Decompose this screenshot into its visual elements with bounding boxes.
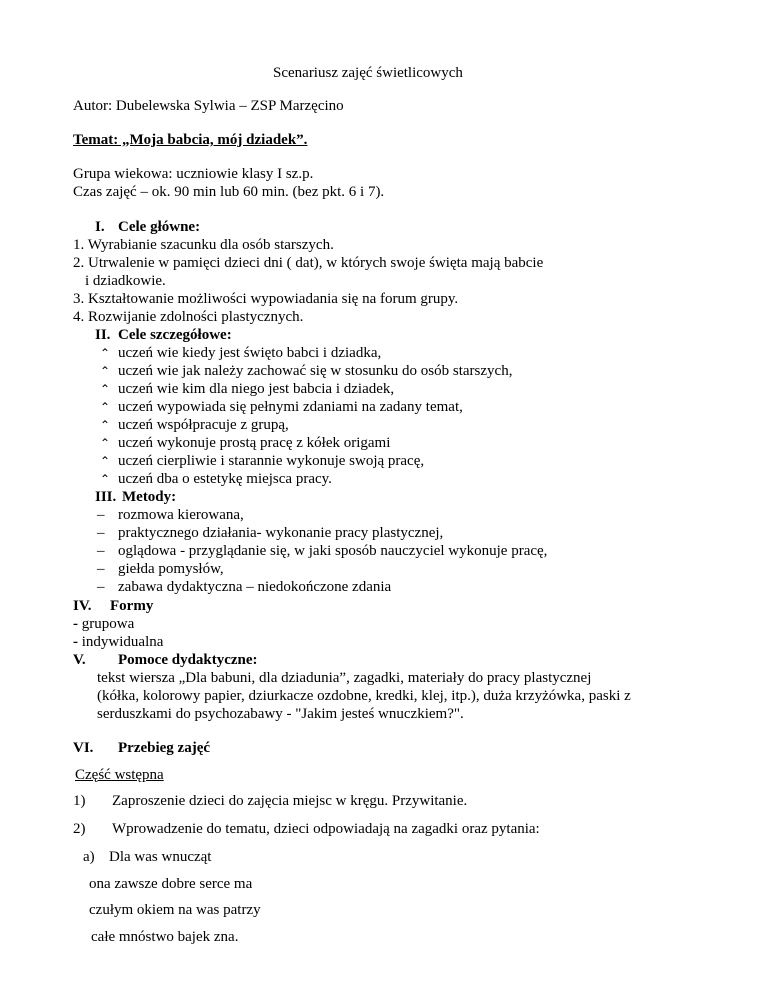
- form-item: [73, 615, 134, 633]
- caret-bullet-icon: ⌃: [100, 454, 111, 468]
- step-text: Wprowadzenie do tematu, dzieci odpowiadają na zagadki oraz pytania:: [112, 821, 540, 837]
- age-group-line: Grupa wiekowa: uczniowie klasy I sz.p.: [73, 166, 314, 182]
- caret-bullet-icon: ⌃: [100, 436, 111, 450]
- section-5-heading: Pomoce dydaktyczne:: [118, 652, 258, 668]
- section-6-heading: Przebieg zajęć: [118, 740, 211, 756]
- riddle-line: czułym okiem na was patrzy: [89, 902, 261, 918]
- section-3-heading: Metody:: [122, 489, 177, 505]
- method-item: zabawa dydaktyczna – niedokończone zdania: [118, 579, 392, 595]
- dash-bullet: –: [97, 561, 105, 577]
- caret-bullet-icon: ⌃: [100, 418, 111, 432]
- riddle-label: a): [83, 849, 95, 865]
- method-item: giełda pomysłów,: [118, 561, 224, 577]
- author-line: Autor: Dubelewska Sylwia – ZSP Marzęcino: [73, 98, 344, 114]
- detailed-goal-item: uczeń cierpliwie i starannie wykonuje swoją pracę,: [118, 453, 425, 469]
- riddle-line: całe mnóstwo bajek zna.: [91, 929, 239, 945]
- caret-bullet-icon: ⌃: [100, 364, 111, 378]
- dash-bullet: –: [97, 579, 105, 595]
- form-item-label: grupowa: [81, 616, 135, 632]
- section-6-number: VI.: [73, 740, 94, 756]
- dash-bullet: –: [97, 507, 105, 523]
- section-4-heading: Formy: [110, 598, 154, 614]
- main-goal-item: 4. Rozwijanie zdolności plastycznych.: [73, 309, 304, 325]
- teaching-aids-line: (kółka, kolorowy papier, dziurkacze ozdobne, kredki, klej, itp.), duża krzyżówka, paski z: [97, 688, 631, 704]
- step-text: Zaproszenie dzieci do zajęcia miejsc w kręgu. Przywitanie.: [112, 793, 468, 809]
- main-goal-item: 1. Wyrabianie szacunku dla osób starszych.: [73, 237, 334, 253]
- method-item: oglądowa - przyglądanie się, w jaki sposób nauczyciel wykonuje pracę,: [118, 543, 548, 559]
- caret-bullet-icon: ⌃: [100, 346, 111, 360]
- method-item: praktycznego działania- wykonanie pracy plastycznej,: [118, 525, 444, 541]
- detailed-goal-item: uczeń wypowiada się pełnymi zdaniami na zadany temat,: [118, 399, 463, 415]
- section-4-number: IV.: [73, 598, 92, 614]
- caret-bullet-icon: ⌃: [100, 400, 111, 414]
- dash-bullet: –: [97, 525, 105, 541]
- main-goal-item: i dziadkowie.: [85, 273, 166, 289]
- section-5-number: V.: [73, 652, 86, 668]
- method-item: rozmowa kierowana,: [118, 507, 244, 523]
- main-goal-item: 3. Kształtowanie możliwości wypowiadania się na forum grupy.: [73, 291, 459, 307]
- section-1-number: I.: [95, 219, 105, 235]
- detailed-goal-item: uczeń dba o estetykę miejsca pracy.: [118, 471, 332, 487]
- section-1-heading: Cele główne:: [118, 219, 201, 235]
- main-goal-item: 2. Utrwalenie w pamięci dzieci dni ( dat), w których swoje święta mają babcie: [73, 255, 544, 271]
- dash-bullet: –: [97, 543, 105, 559]
- detailed-goal-item: uczeń wykonuje prostą pracę z kółek origami: [118, 435, 391, 451]
- step-number: 2): [73, 821, 86, 837]
- detailed-goal-item: uczeń wie kim dla niego jest babcia i dziadek,: [118, 381, 395, 397]
- form-item-label: indywidualna: [81, 634, 164, 650]
- topic-line: Temat: „Moja babcia, mój dziadek”.: [73, 132, 308, 148]
- section-3-number: III.: [95, 489, 117, 505]
- detailed-goal-item: uczeń wie kiedy jest święto babci i dziadka,: [118, 345, 382, 361]
- caret-bullet-icon: ⌃: [100, 472, 111, 486]
- caret-bullet-icon: ⌃: [100, 382, 111, 396]
- part-heading: Część wstępna: [75, 767, 164, 783]
- section-2-number: II.: [95, 327, 111, 343]
- teaching-aids-line: serduszkami do psychozabawy - "Jakim jesteś wnuczkiem?".: [97, 706, 464, 722]
- teaching-aids-line: tekst wiersza „Dla babuni, dla dziadunia”, zagadki, materiały do pracy plastycznej: [97, 670, 592, 686]
- dash-bullet: -: [73, 634, 78, 650]
- document-title: Scenariusz zajęć świetlicowych: [273, 65, 463, 81]
- section-2-heading: Cele szczegółowe:: [118, 327, 232, 343]
- step-number: 1): [73, 793, 86, 809]
- form-item: [73, 633, 163, 651]
- detailed-goal-item: uczeń wie jak należy zachować się w stosunku do osób starszych,: [118, 363, 513, 379]
- detailed-goal-item: uczeń współpracuje z grupą,: [118, 417, 289, 433]
- duration-line: Czas zajęć – ok. 90 min lub 60 min. (bez pkt. 6 i 7).: [73, 184, 385, 200]
- riddle-line: ona zawsze dobre serce ma: [89, 876, 253, 892]
- riddle-line: Dla was wnucząt: [109, 849, 212, 865]
- dash-bullet: -: [73, 616, 78, 632]
